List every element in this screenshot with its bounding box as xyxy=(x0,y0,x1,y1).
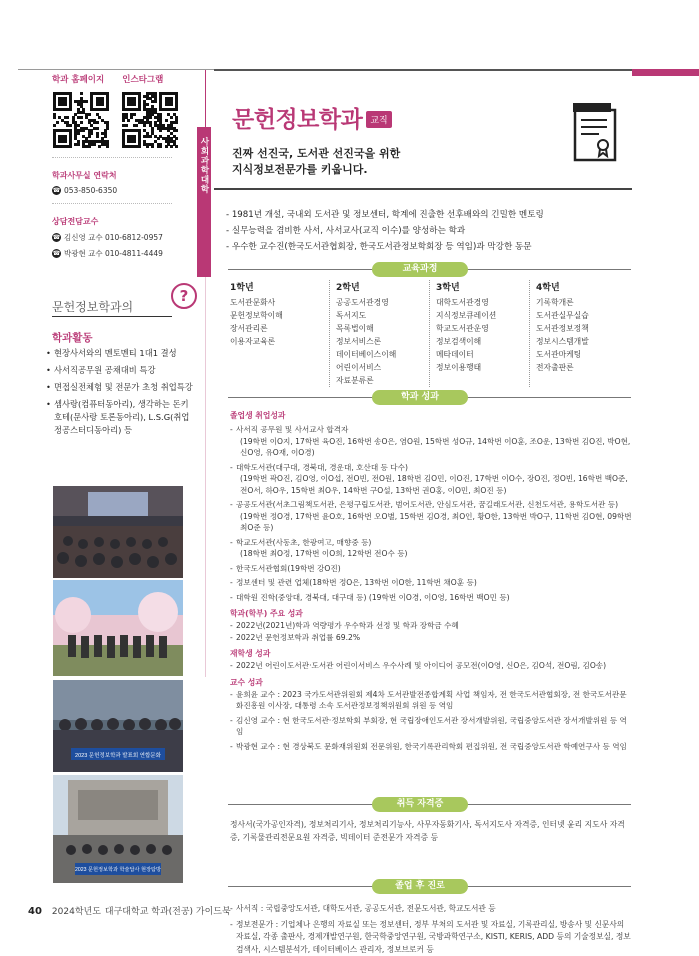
subtitle-line-2: 지식정보전문가를 키웁니다. xyxy=(232,162,400,178)
qr-module xyxy=(165,119,168,122)
section-curriculum: 교육과정 xyxy=(372,262,468,277)
dept-underline xyxy=(52,316,172,317)
item-detail: (19학번 이O지, 17학번 육O진, 16학번 송O은, 염O원, 15학번 성O규, 14학번 이O훈, 조O운, 13학번 김O진, 박O현, 신O영, 유O재, 이O경) xyxy=(236,436,632,459)
curriculum-year-3 xyxy=(430,280,530,387)
footer-year: 2024학년도 xyxy=(52,904,101,917)
instagram-label: 인스타그램 xyxy=(122,73,163,85)
item-detail: (19학번 곽O진, 김O영, 이O섭, 전O빈, 전O원, 18학번 김O민, 이O진, 17학번 이O수, 장O진, 정O빈, 16학번 백O준, 전O서, 하O우, 15학번 최O우, 14학번 구O설, 13학번 권O홍, 이O민, 최O진 등) xyxy=(236,473,632,496)
instagram-qr-code[interactable] xyxy=(121,91,179,149)
subject: 기록학개론 xyxy=(536,296,630,309)
grad-results-title: 졸업생 취업성과 xyxy=(230,410,632,421)
qr-module xyxy=(159,129,162,132)
phone-icon: ☎ xyxy=(52,186,61,195)
qr-module xyxy=(149,135,152,138)
qr-module xyxy=(64,103,67,106)
qr-module xyxy=(96,135,99,138)
qr-module xyxy=(135,124,138,127)
qr-module xyxy=(122,119,125,122)
qr-module xyxy=(53,116,56,119)
list-item xyxy=(230,592,632,604)
homepage-qr-code[interactable] xyxy=(52,91,110,149)
footer-guide: 대구대학교 학과(전공) 가이드북 xyxy=(105,904,231,917)
list-item: - 2022년 문헌정보학과 취업률 69.2% xyxy=(230,632,632,644)
photo-building-group xyxy=(53,775,183,883)
qr-module xyxy=(151,145,154,148)
list-item xyxy=(230,424,632,459)
list-item: - 2022년(2021년)학과 역량평가 우수학과 선정 및 학과 장학금 수혜 xyxy=(230,620,632,632)
list-item: - 윤희윤 교수 : 2023 국가도서관위원회 제4차 도서관발전종합계획 사업 책임자, 전 한국도서관협회장, 전 한국도서관문화진흥원 이사장, 대통령 소속 도서관정보정책위원회 위원 등 역임 xyxy=(230,689,632,712)
subject: 자료분류론 xyxy=(336,374,429,387)
photo-campus-group xyxy=(53,580,183,676)
list-item xyxy=(230,563,632,575)
item-title: 한국도서관협회(19학번 강O진) xyxy=(236,564,341,573)
divider xyxy=(52,203,172,204)
counsel-title: 상담전담교수 xyxy=(52,216,202,227)
subject: 대학도서관경영 xyxy=(436,296,529,309)
subject: 전자출판론 xyxy=(536,361,630,374)
qr-module xyxy=(88,113,91,116)
list-item xyxy=(230,577,632,589)
dept-name-small: 문헌정보학과의 xyxy=(52,298,133,315)
list-item: - 실무능력을 겸비한 사서, 사서교사(교직 이수)를 양성하는 학과 xyxy=(226,223,631,239)
office-phone xyxy=(52,186,202,195)
qr-module xyxy=(66,116,69,119)
subtitle-line-1: 진짜 선진국, 도서관 선진국을 위한 xyxy=(232,146,400,162)
photo-lecture-hall xyxy=(53,486,183,578)
qr-module xyxy=(56,121,59,124)
counsel-professor-1: 김신영 교수 010-6812-0957 xyxy=(64,232,163,243)
phone-icon: ☎ xyxy=(52,233,61,242)
qr-module xyxy=(159,145,162,148)
item-detail: (18학번 최O정, 17학번 이O희, 12학번 전O수 등) xyxy=(236,548,632,560)
subject: 장서관리론 xyxy=(230,322,329,335)
list-item: • 현장사서와의 멘토멘티 1대1 결성 xyxy=(46,347,196,360)
qr-module xyxy=(85,100,88,103)
subject: 도서관정보정책 xyxy=(536,322,630,335)
subject: 정보시스템개발 xyxy=(536,335,630,348)
activities-list xyxy=(46,347,196,441)
subject: 정보서비스론 xyxy=(336,335,429,348)
qr-module xyxy=(170,145,173,148)
subject: 도서관문화사 xyxy=(230,296,329,309)
qr-module xyxy=(106,127,109,130)
college-tab-label: 사회과학대학 xyxy=(198,137,210,194)
page-title: 문헌정보학과 xyxy=(232,101,362,134)
list-item: - 김신영 교수 : 현 한국도서관·정보학회 부회장, 현 국립장애인도서관 장서개발위원, 국립중앙도서관 장서개발위원 등 역임 xyxy=(230,715,632,738)
item-title: 사서직 공무원 및 사서교사 합격자 xyxy=(236,425,348,434)
qr-module xyxy=(133,140,136,143)
top-rule-left xyxy=(18,69,214,70)
qr-module xyxy=(88,145,91,148)
certificate-document-icon xyxy=(569,100,621,164)
photo-banner-text: 2023 문헌정보학과 학술답사 현장탐방 xyxy=(75,865,161,873)
year-label: 3학년 xyxy=(436,280,529,293)
page-number: 40 xyxy=(28,906,42,917)
qr-module xyxy=(101,103,104,106)
qr-module xyxy=(143,124,146,127)
subject: 학교도서관운영 xyxy=(436,322,529,335)
qr-module xyxy=(125,124,128,127)
curriculum-year-1 xyxy=(230,280,330,387)
tab-rule xyxy=(205,70,206,127)
photo-banner-group xyxy=(53,680,183,772)
qr-module xyxy=(96,127,99,130)
qr-module xyxy=(138,145,141,148)
qr-module xyxy=(133,103,136,106)
title-row xyxy=(232,101,392,134)
qr-module xyxy=(149,116,152,119)
qr-module xyxy=(64,140,67,143)
year-label: 2학년 xyxy=(336,280,429,293)
list-item xyxy=(230,537,632,560)
student-results-title: 재학생 성과 xyxy=(230,648,632,659)
qr-module xyxy=(175,108,178,111)
qr-module xyxy=(69,145,72,148)
teaching-badge: 교직 xyxy=(366,111,391,128)
qr-module xyxy=(170,116,173,119)
qr-module xyxy=(130,116,133,119)
section-career: 졸업 후 진로 xyxy=(372,879,468,894)
subject: 데이터베이스이해 xyxy=(336,348,429,361)
qr-module xyxy=(165,145,168,148)
curriculum-year-2 xyxy=(330,280,430,387)
professor-results-title: 교수 성과 xyxy=(230,677,632,688)
qr-module xyxy=(138,108,141,111)
item-title: 대학원 진학(중앙대, 경북대, 대구대 등) (19학번 이O경, 이O영, 16학번 백O민 등) xyxy=(236,593,510,602)
list-item: - 사서직 : 국립중앙도서관, 대학도서관, 공공도서관, 전문도서관, 학교도서관 등 xyxy=(230,903,632,916)
dept-results-title: 학과(학부) 주요 성과 xyxy=(230,608,632,619)
subject: 정보검색이해 xyxy=(436,335,529,348)
left-sidebar xyxy=(52,73,202,259)
results-section xyxy=(230,407,632,752)
list-item: • 셈사랑(컴퓨터동아리), 생각하는 돈키호테(문사랑 토론동아리), L.S.G(취업정공스터디동아리) 등 xyxy=(46,398,196,437)
list-item: - 1981년 개설, 국내외 도서관 및 정보센터, 학계에 진출한 선후배와의 긴밀한 멘토링 xyxy=(226,207,631,223)
subject: 목록법이해 xyxy=(336,322,429,335)
corner-accent xyxy=(632,69,699,76)
intro-list xyxy=(226,207,631,255)
qr-module xyxy=(106,108,109,111)
page-footer xyxy=(28,904,231,917)
activities-title: 학과활동 xyxy=(52,330,93,345)
qr-module xyxy=(106,145,109,148)
list-item: - 우수한 교수진(한국도서관협회장, 한국도서관정보학회장 등 역임)과 막강한 동문 xyxy=(226,239,631,255)
list-item: • 면접실전체험 및 전문가 초청 취업특강 xyxy=(46,381,196,394)
qr-module xyxy=(93,143,96,146)
subject: 이용자교육론 xyxy=(230,335,329,348)
subject: 정보이용행태 xyxy=(436,361,529,374)
qr-module xyxy=(146,145,149,148)
list-item: - 2022년 어린이도서관·도서관 어린이서비스 우수사례 및 아이디어 공모전(이O영, 신O은, 김O석, 전O림, 김O송) xyxy=(230,660,632,672)
qr-module xyxy=(175,145,178,148)
qr-module xyxy=(175,129,178,132)
homepage-label: 학과 홈페이지 xyxy=(52,73,104,85)
qr-module xyxy=(133,113,136,116)
tab-rule-lower xyxy=(205,277,206,677)
subject: 도서관마케팅 xyxy=(536,348,630,361)
qr-module xyxy=(175,137,178,140)
section-results: 학과 성과 xyxy=(372,390,468,405)
year-label: 4학년 xyxy=(536,280,630,293)
qr-module xyxy=(69,124,72,127)
question-icon: ? xyxy=(171,283,197,309)
certs-text: 정사서(국가공인자격), 정보처리기사, 정보처리기능사, 사무자동화기사, 독서지도사 자격증, 인터넷 윤리 지도사 자격증, 기록물관리전문요원 자격증, 빅데이터 준전문가 자격증 등 xyxy=(230,818,632,844)
curriculum-table xyxy=(230,280,630,387)
office-contact-title: 학과사무실 연락처 xyxy=(52,170,202,181)
header-rule xyxy=(214,188,632,190)
item-detail: (19학번 정O경, 17학번 윤O호, 16학번 오O별, 15학번 김O경, 최O인, 황O한, 13학번 박O구, 11학번 김O현, 09학번 최O준 등) xyxy=(236,511,632,534)
qr-module xyxy=(77,143,80,146)
qr-module xyxy=(175,121,178,124)
year-label: 1학년 xyxy=(230,280,329,293)
qr-module xyxy=(80,92,83,95)
counsel-professor-2: 박광현 교수 010-4811-4449 xyxy=(64,248,163,259)
list-item: - 박광현 교수 : 현 경상북도 문화재위원회 전문위원, 한국기록관리학회 편집위원, 전 국립중앙도서관 학예연구사 등 역임 xyxy=(230,741,632,753)
college-tab xyxy=(197,127,211,277)
qr-module xyxy=(80,121,83,124)
qr-module xyxy=(98,145,101,148)
qr-module xyxy=(157,137,160,140)
list-item: • 사서직공무원 공채대비 특강 xyxy=(46,364,196,377)
counsel-line xyxy=(52,248,202,259)
item-title: 대학도서관(대구대, 경북대, 경운대, 호산대 등 다수) xyxy=(236,463,408,472)
item-title: 학교도서관(사동초, 한광여고, 매향중 등) xyxy=(236,538,371,547)
list-item xyxy=(230,462,632,497)
qr-module xyxy=(104,135,107,138)
subject: 문헌정보학이해 xyxy=(230,309,329,322)
item-title: 공공도서관(서초그림책도서관, 은평구립도서관, 범어도서관, 안심도서관, 꿈길래도서관, 신천도서관, 용학도서관 등) xyxy=(236,500,618,509)
subject: 공공도서관경영 xyxy=(336,296,429,309)
qr-module xyxy=(170,103,173,106)
top-rule-right xyxy=(214,69,632,71)
subtitle xyxy=(232,146,400,178)
qr-module xyxy=(53,124,56,127)
office-phone-number: 053-850-6350 xyxy=(64,186,117,195)
list-item: - 정보전문가 : 기업체나 은행의 자료실 또는 정보센터, 정부 부처의 도서관 및 자료실, 기록관리실, 방송사 및 신문사의 자료실, 각종 출판사, 경제개발연구원, 한국학중앙연구원, 국방과학연구소, KISTI, KERIS, ADD 등의 기술정보실, 정보검색사, 시스템분석가, 데이터베이스 관리자, 정보브로커 등 xyxy=(230,919,632,956)
qr-module xyxy=(77,132,80,135)
qr-module xyxy=(127,119,130,122)
phone-icon: ☎ xyxy=(52,249,61,258)
curriculum-year-4 xyxy=(530,280,630,387)
subject: 메타데이터 xyxy=(436,348,529,361)
subject: 어린이서비스 xyxy=(336,361,429,374)
career-list xyxy=(230,900,632,956)
qr-module xyxy=(96,121,99,124)
subject: 독서지도 xyxy=(336,309,429,322)
subject: 지식정보큐레이션 xyxy=(436,309,529,322)
qr-module xyxy=(90,132,93,135)
qr-module xyxy=(69,108,72,111)
item-title: 정보센터 및 관련 업체(18학번 정O은, 13학번 이O한, 11학번 채O훈 등) xyxy=(236,578,477,587)
qr-module xyxy=(88,135,91,138)
list-item xyxy=(230,499,632,534)
qr-module xyxy=(82,129,85,132)
photo-banner-text: 2023 문헌정보학과 발표회 연합문화 xyxy=(75,751,162,759)
section-certs: 취득 자격증 xyxy=(372,797,468,812)
qr-module xyxy=(146,103,149,106)
subject: 도서관실무실습 xyxy=(536,309,630,322)
qr-module xyxy=(80,116,83,119)
counsel-line xyxy=(52,232,202,243)
divider xyxy=(52,157,172,158)
qr-module xyxy=(154,100,157,103)
